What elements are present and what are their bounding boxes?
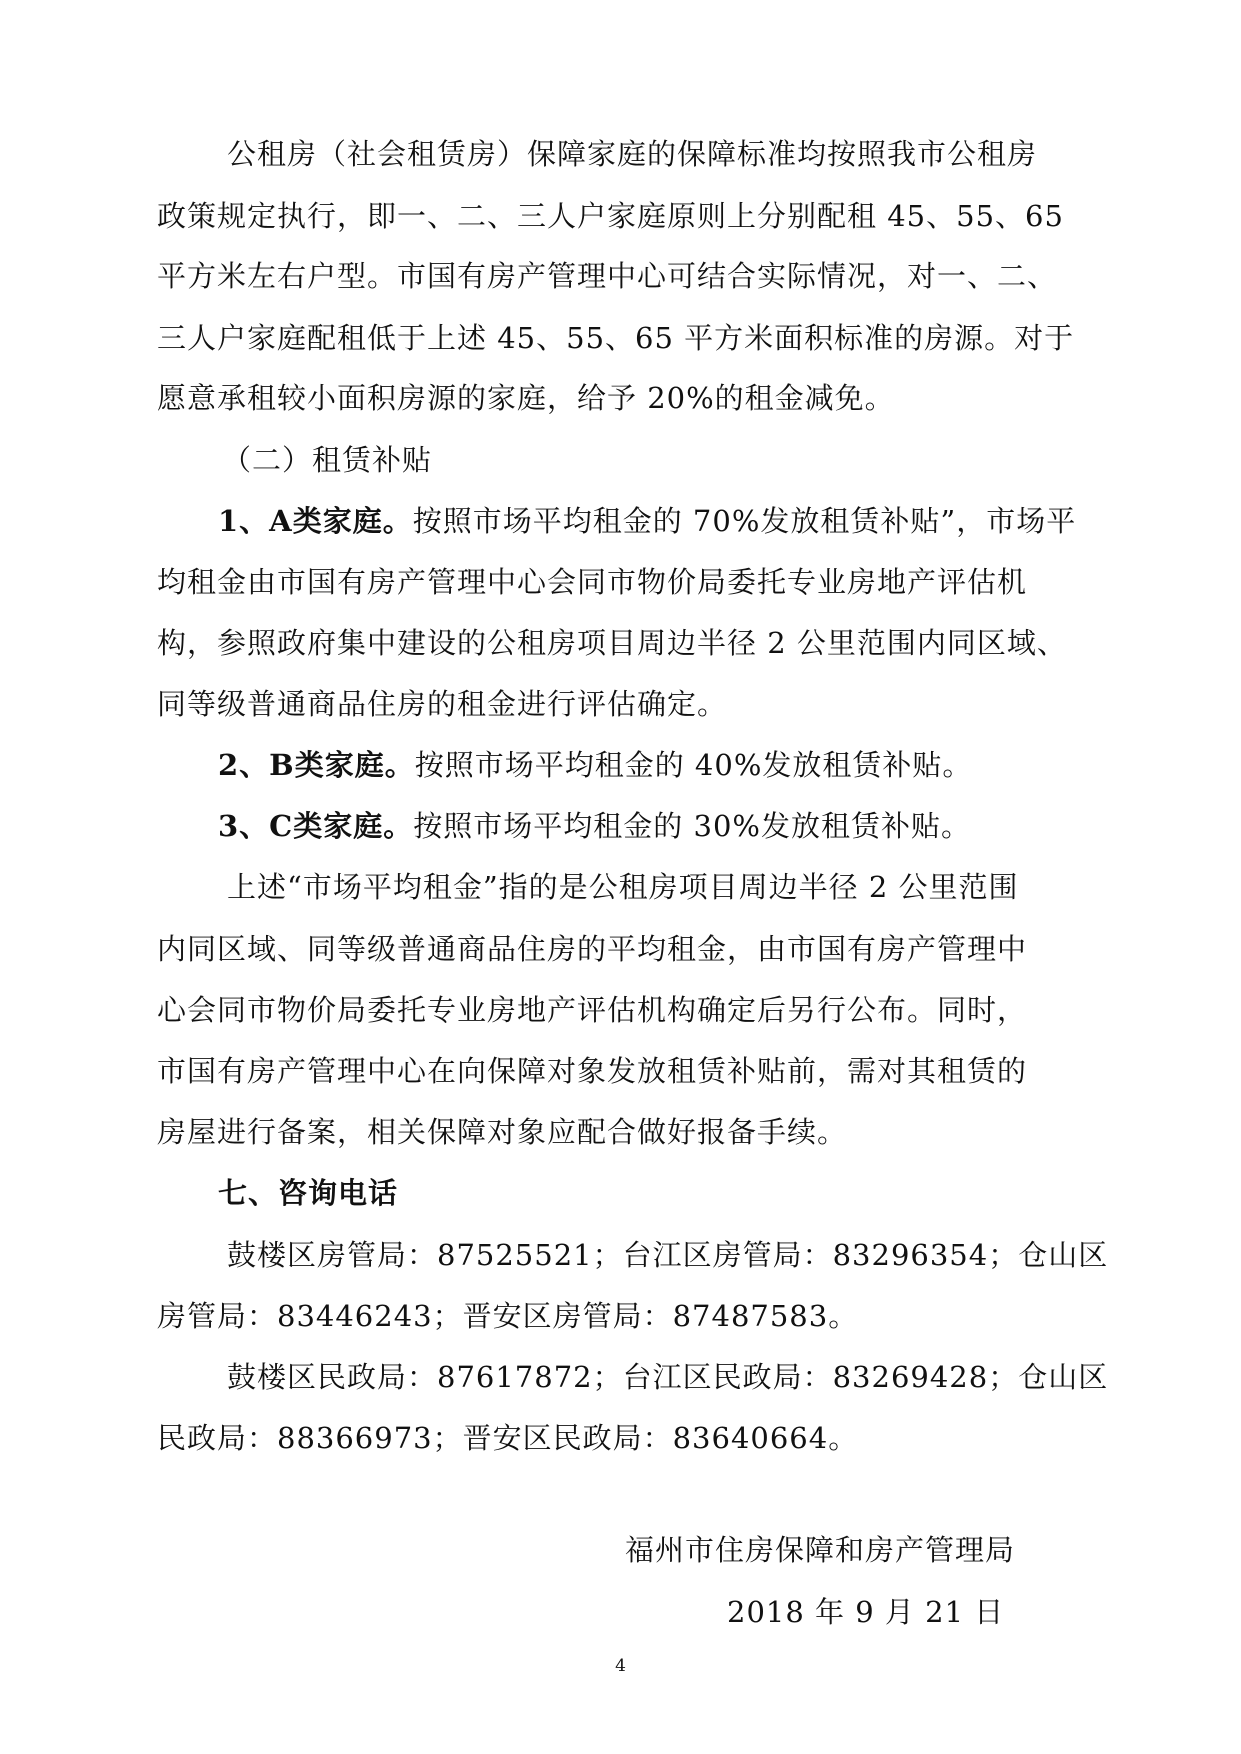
page-number: 4 [615, 1656, 626, 1676]
paragraph-line: 同等级普通商品住房的租金进行评估确定。 [157, 687, 728, 721]
paragraph-line: 均租金由市国有房产管理中心会同市物价局委托专业房地产评估机 [157, 565, 1028, 599]
paragraph-line: 上述“市场平均租金”指的是公租房项目周边半径 2 公里范围 [227, 870, 1019, 904]
signature-org: 福州市住房保障和房产管理局 [625, 1533, 1016, 1567]
item-a-label: 类家庭。 [292, 504, 413, 538]
item-b-label: 类家庭。 [294, 748, 415, 782]
paragraph-line: 政策规定执行，即一、二、三人户家庭原则上分别配租 45、55、65 [157, 199, 1064, 233]
item-c-number: 3、C [218, 809, 294, 843]
item-a-text: 按照市场平均租金的 70%发放租赁补贴”，市场平 [412, 504, 1077, 538]
item-b-number: 2、B [218, 748, 295, 782]
paragraph-line: 市国有房产管理中心在向保障对象发放租赁补贴前，需对其租赁的 [157, 1054, 1028, 1088]
paragraph-line: 三人户家庭配租低于上述 45、55、65 平方米面积标准的房源。对于 [157, 321, 1075, 355]
contact-line-civil-affairs: 鼓楼区民政局：87617872；台江区民政局：83269428；仓山区 [227, 1360, 1109, 1394]
section-heading-contact: 七、咨询电话 [218, 1176, 399, 1210]
item-b-line [218, 743, 1188, 784]
item-a-line [218, 499, 1188, 540]
item-a-number: 1、A [218, 504, 293, 538]
contact-line-housing: 鼓楼区房管局：87525521；台江区房管局：83296354；仓山区 [227, 1238, 1109, 1272]
paragraph-line: 房屋进行备案，相关保障对象应配合做好报备手续。 [157, 1115, 848, 1149]
item-c-label: 类家庭。 [293, 809, 414, 843]
paragraph-line: 构，参照政府集中建设的公租房项目周边半径 2 公里范围内同区域、 [157, 626, 1067, 660]
item-b-text: 按照市场平均租金的 40%发放租赁补贴。 [414, 748, 973, 782]
paragraph-line: 愿意承租较小面积房源的家庭，给予 20%的租金减免。 [157, 381, 895, 415]
paragraph-line: 内同区域、同等级普通商品住房的平均租金，由市国有房产管理中 [157, 932, 1028, 966]
contact-line-housing: 房管局：83446243；晋安区房管局：87487583。 [157, 1299, 859, 1333]
paragraph-line: 公租房（社会租赁房）保障家庭的保障标准均按照我市公租房 [227, 137, 1038, 171]
item-c-text: 按照市场平均租金的 30%发放租赁补贴。 [413, 809, 971, 843]
signature-date: 2018 年 9 月 21 日 [727, 1595, 1005, 1629]
paragraph-line: 心会同市物价局委托专业房地产评估机构确定后另行公布。同时， [157, 993, 1028, 1027]
contact-line-civil-affairs: 民政局：88366973；晋安区民政局：83640664。 [157, 1421, 859, 1455]
item-c-line [218, 804, 1188, 845]
paragraph-line: 平方米左右户型。市国有房产管理中心可结合实际情况，对一、二、 [157, 259, 1058, 293]
section-heading-rental-subsidy: （二）租赁补贴 [222, 443, 433, 477]
